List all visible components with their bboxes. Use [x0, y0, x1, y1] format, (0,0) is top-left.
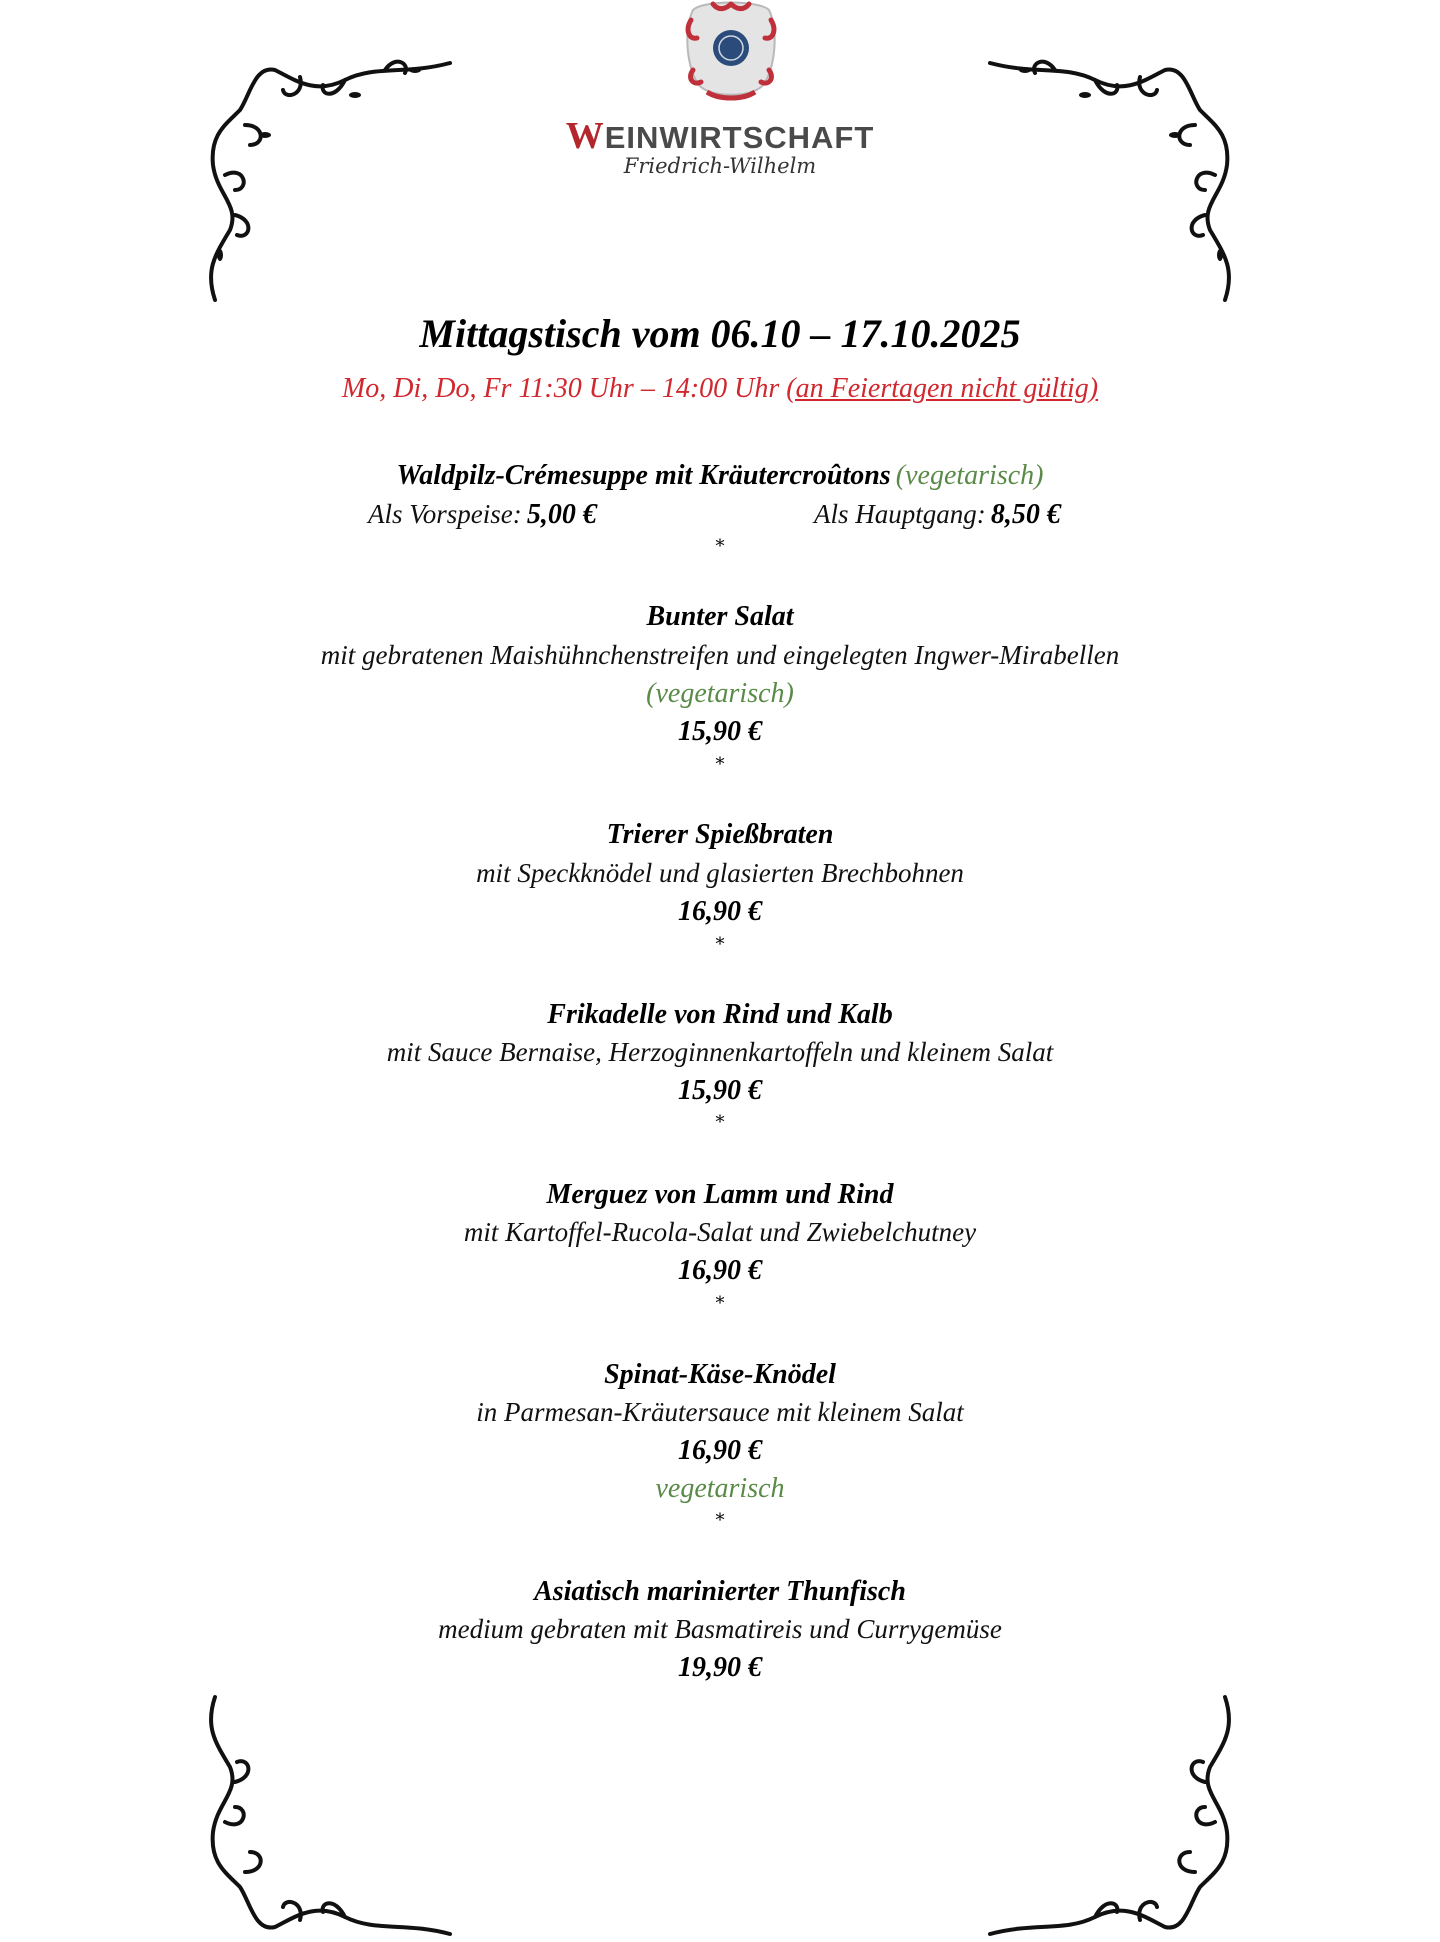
- separator-star: *: [715, 1293, 725, 1314]
- flourish-icon: [985, 55, 1235, 305]
- separator-star: *: [715, 754, 725, 775]
- dish-title: Merguez von Lamm und Rind: [546, 1179, 894, 1210]
- dish-price: 16,90 €: [678, 896, 762, 927]
- page-title: Mittagstisch vom 06.10 – 17.10.2025: [419, 311, 1021, 356]
- dish-title: Waldpilz-Crémesuppe mit Kräutercroûtons: [396, 460, 891, 491]
- separator-star: *: [715, 934, 725, 955]
- dish-description: medium gebraten mit Basmatireis und Currygemüse: [438, 1614, 1002, 1644]
- crest-icon: [683, 0, 779, 102]
- flourish-icon: [985, 1692, 1235, 1942]
- soup-title-row: [0, 460, 1440, 492]
- dish-description: mit Speckknödel und glasierten Brechbohnen: [476, 858, 964, 888]
- dish-description: mit gebratenen Maishühnchenstreifen und eingelegten Ingwer-Mirabellen: [320, 640, 1120, 670]
- dish-title: Spinat-Käse-Knödel: [604, 1359, 836, 1390]
- opening-hours: [0, 373, 1440, 405]
- dish-price: 16,90 €: [678, 1435, 762, 1466]
- main-course-price: 8,50 €: [990, 499, 1061, 530]
- dish-price: 16,90 €: [678, 1255, 762, 1286]
- dish-description: mit Sauce Bernaise, Herzoginnenkartoffeln und kleinem Salat: [386, 1037, 1054, 1067]
- dish-price: 15,90 €: [678, 716, 762, 747]
- dish-description: mit Kartoffel-Rucola-Salat und Zwiebelchutney: [463, 1217, 977, 1247]
- soup-prices: [0, 499, 1440, 535]
- brand-name: [0, 114, 1440, 158]
- corner-ornament-top-left: [205, 55, 455, 305]
- crest-logo: [683, 0, 779, 102]
- starter-price: 5,00 €: [526, 499, 597, 530]
- vegetarian-tag: (vegetarisch): [646, 678, 794, 709]
- dish-title: Frikadelle von Rind und Kalb: [547, 999, 893, 1030]
- corner-ornament-top-right: [985, 55, 1235, 305]
- dish-title: Bunter Salat: [646, 601, 794, 632]
- corner-ornament-bottom-left: [205, 1692, 455, 1942]
- hours-text: Mo, Di, Do, Fr 11:30 Uhr – 14:00 Uhr: [341, 373, 787, 404]
- vegetarian-tag: (vegetarisch): [895, 460, 1044, 491]
- dish-title: Asiatisch marinierter Thunfisch: [534, 1576, 906, 1607]
- main-course-label: Als Hauptgang:: [814, 499, 986, 529]
- brand-first-letter: W: [565, 115, 605, 157]
- flourish-icon: [205, 1692, 455, 1942]
- holiday-note: (an Feiertagen nicht gültig): [786, 373, 1099, 404]
- brand-subtitle: Friedrich-Wilhelm: [623, 154, 817, 178]
- dish-price: 15,90 €: [678, 1075, 762, 1106]
- vegetarian-tag: vegetarisch: [655, 1473, 785, 1504]
- dish-price: 19,90 €: [678, 1652, 762, 1683]
- separator-star: *: [715, 1112, 725, 1133]
- brand-rest: EINWIRTSCHAFT: [604, 120, 875, 155]
- dish-description: in Parmesan-Kräutersauce mit kleinem Salat: [476, 1397, 964, 1427]
- separator-star: *: [715, 536, 725, 557]
- separator-star: *: [715, 1510, 725, 1531]
- dish-title: Trierer Spießbraten: [606, 819, 834, 850]
- corner-ornament-bottom-right: [985, 1692, 1235, 1942]
- flourish-icon: [205, 55, 455, 305]
- starter-label: Als Vorspeise:: [368, 499, 522, 529]
